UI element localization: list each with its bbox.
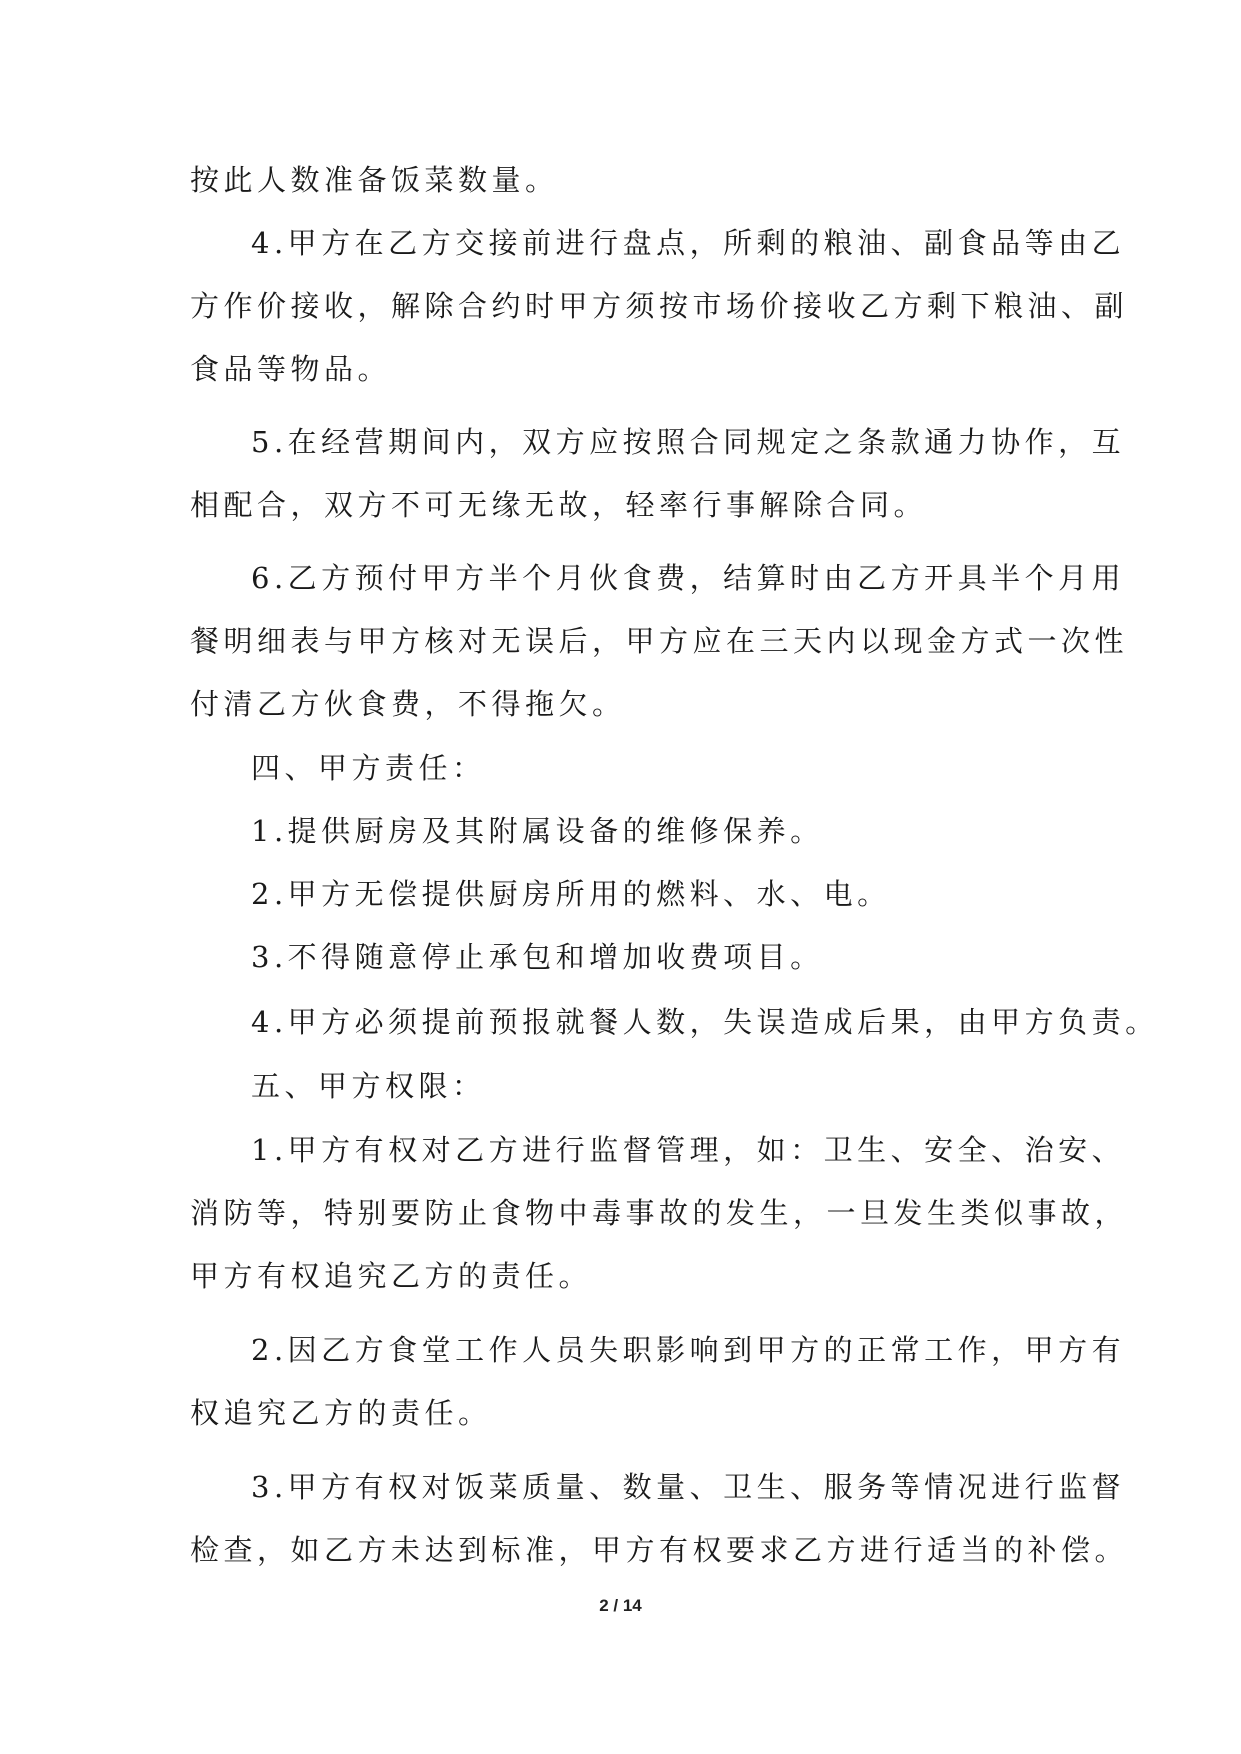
body-line: 权追究乙方的责任。 (190, 1396, 492, 1430)
body-line: 餐明细表与甲方核对无误后，甲方应在三天内以现金方式一次性 (190, 624, 1129, 658)
page-number: 2 / 14 (599, 1596, 642, 1615)
body-line: 相配合，双方不可无缘无故，轻率行事解除合同。 (190, 488, 928, 522)
body-line: 甲方有权追究乙方的责任。 (190, 1259, 593, 1293)
body-line: 4.甲方必须提前预报就餐人数，失误造成后果，由甲方负责。 (251, 1005, 1159, 1039)
body-line: 2.甲方无偿提供厨房所用的燃料、水、电。 (251, 877, 891, 911)
body-line: 1.提供厨房及其附属设备的维修保养。 (251, 814, 824, 848)
section-heading: 四、甲方责任： (251, 751, 486, 785)
body-line: 消防等，特别要防止食物中毒事故的发生，一旦发生类似事故， (190, 1196, 1129, 1230)
section-heading: 五、甲方权限： (251, 1069, 486, 1103)
body-line: 食品等物品。 (190, 352, 392, 386)
body-line: 2.因乙方食堂工作人员失职影响到甲方的正常工作，甲方有 (251, 1333, 1126, 1367)
body-line: 检查，如乙方未达到标准，甲方有权要求乙方进行适当的补偿。 (190, 1533, 1129, 1567)
body-line: 4.甲方在乙方交接前进行盘点，所剩的粮油、副食品等由乙 (251, 226, 1126, 260)
body-line: 5.在经营期间内，双方应按照合同规定之条款通力协作，互 (251, 425, 1126, 459)
body-line: 按此人数准备饭菜数量。 (190, 163, 559, 197)
body-line: 付清乙方伙食费，不得拖欠。 (190, 687, 626, 721)
body-line: 方作价接收，解除合约时甲方须按市场价接收乙方剩下粮油、副 (190, 289, 1129, 323)
body-line: 1.甲方有权对乙方进行监督管理，如：卫生、安全、治安、 (251, 1133, 1126, 1167)
body-line: 3.甲方有权对饭菜质量、数量、卫生、服务等情况进行监督 (251, 1470, 1126, 1504)
body-line: 6.乙方预付甲方半个月伙食费，结算时由乙方开具半个月用 (251, 561, 1126, 595)
body-line: 3.不得随意停止承包和增加收费项目。 (251, 940, 824, 974)
